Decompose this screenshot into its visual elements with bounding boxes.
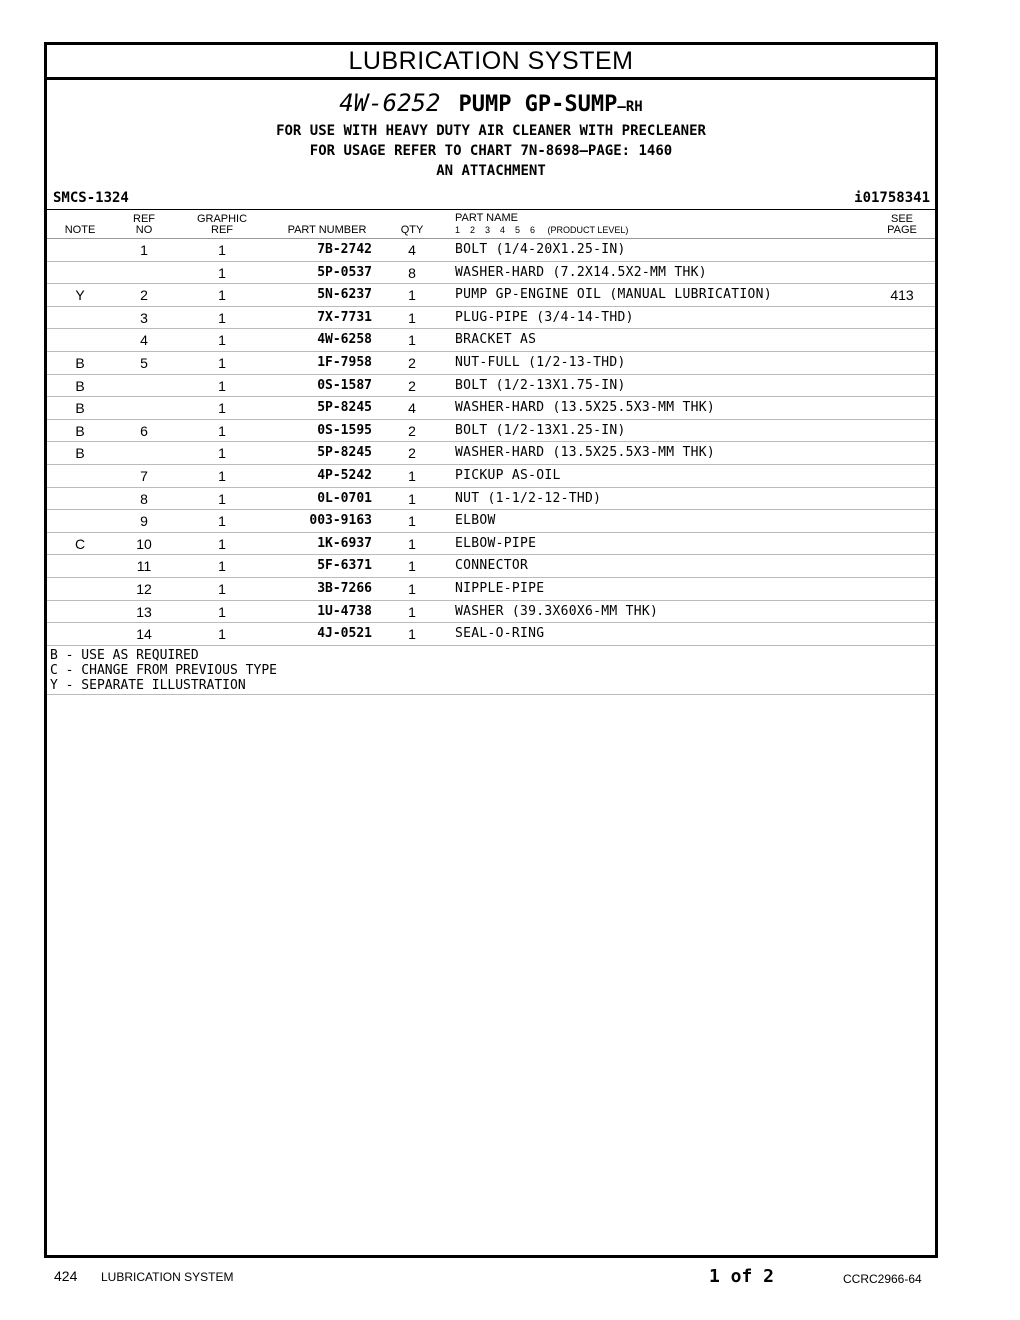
cell-ref-no: 11 [136,558,152,575]
cell-ref-no: 12 [136,580,152,597]
table-row [47,442,935,465]
cell-part-name: SEAL-O-RING [455,626,545,642]
heading-line-3: AN ATTACHMENT [436,163,546,179]
cell-part-name: BRACKET AS [455,332,537,348]
cell-part-name: NIPPLE-PIPE [455,580,545,596]
footer-code: CCRC2966-64 [843,1272,922,1286]
group-part-number: 4W-6252 [339,89,441,117]
parts-table [47,239,935,646]
table-row [47,465,935,488]
cell-graphic-ref: 1 [218,535,226,552]
footer-section: LUBRICATION SYSTEM [101,1270,234,1284]
table-row [47,284,935,307]
table-row [47,578,935,601]
cell-part-name: WASHER-HARD (7.2X14.5X2-MM THK) [455,264,707,280]
cell-ref-no: 2 [140,287,148,304]
col-note: NOTE [64,224,96,236]
cell-note: B [75,377,85,394]
cell-graphic-ref: 1 [218,580,226,597]
meta-row [47,187,935,209]
cell-ref-no: 7 [140,467,148,484]
cell-graphic-ref: 1 [218,467,226,484]
group-heading [47,80,935,181]
cell-part-name: ELBOW-PIPE [455,535,537,551]
col-part-number: PART NUMBER [287,224,367,236]
cell-part-name: PICKUP AS-OIL [455,467,561,483]
col-graphic-bottom: REF [211,224,233,236]
col-see-top: SEE [890,213,913,225]
cell-part-number: 1F-7958 [317,354,372,370]
table-row [47,352,935,375]
notes-legend [47,646,935,695]
note-c: C - CHANGE FROM PREVIOUS TYPE [50,662,277,678]
cell-part-number: 4P-5242 [317,467,372,483]
cell-note: C [74,535,86,552]
table-row [47,397,935,420]
table-row [47,307,935,330]
cell-note: B [75,445,85,462]
cell-part-number: 0S-1595 [317,422,372,438]
cell-part-name: NUT-FULL (1/2-13-THD) [455,354,626,370]
document-id: i01758341 [854,190,930,206]
cell-ref-no: 1 [140,242,148,258]
cell-qty: 4 [408,242,416,258]
note-y: Y - SEPARATE ILLUSTRATION [50,677,246,693]
cell-part-name: WASHER (39.3X60X6-MM THK) [455,603,659,619]
col-product-levels: 1 2 3 4 5 6 (PRODUCT LEVEL) [455,225,629,235]
table-row [47,262,935,285]
cell-part-name: BOLT (1/4-20X1.25-IN) [455,242,626,257]
cell-graphic-ref: 1 [218,603,226,620]
cell-part-number: 1U-4738 [317,603,372,619]
cell-graphic-ref: 1 [218,513,226,530]
cell-graphic-ref: 1 [218,354,226,371]
table-row [47,375,935,398]
cell-qty: 1 [408,626,416,643]
cell-graphic-ref: 1 [218,242,226,258]
cell-part-number: 5P-8245 [317,445,372,461]
column-header [47,209,935,239]
cell-ref-no: 4 [140,332,148,349]
smcs-code: SMCS-1324 [53,190,129,206]
cell-ref-no: 10 [136,535,152,552]
table-row [47,488,935,511]
table-row [47,510,935,533]
group-name: PUMP GP-SUMP [458,92,618,117]
cell-qty: 1 [408,535,416,552]
col-ref-bottom: NO [135,224,153,236]
cell-qty: 1 [408,580,416,597]
table-row [47,329,935,352]
cell-ref-no: 5 [140,354,148,371]
cell-qty: 8 [408,264,416,281]
cell-part-name: ELBOW [455,513,496,529]
section-title: LUBRICATION SYSTEM [47,45,935,80]
cell-graphic-ref: 1 [218,332,226,349]
cell-part-number: 0S-1587 [317,377,372,393]
cell-part-name: BOLT (1/2-13X1.75-IN) [455,377,626,393]
cell-qty: 1 [408,490,416,507]
col-graphic-top: GRAPHIC [196,213,248,225]
cell-part-name: WASHER-HARD (13.5X25.5X3-MM THK) [455,400,716,416]
cell-ref-no: 8 [140,490,148,507]
cell-graphic-ref: 1 [218,558,226,575]
cell-note: Y [75,287,85,304]
table-row [47,601,935,624]
cell-part-name: PLUG-PIPE (3/4-14-THD) [455,309,634,325]
cell-part-number: 5P-0537 [317,264,372,280]
cell-part-name: BOLT (1/2-13X1.25-IN) [455,422,626,438]
cell-ref-no: 9 [140,513,148,530]
cell-graphic-ref: 1 [218,422,226,439]
col-ref-top: REF [133,213,155,225]
footer-page-of: 1 of 2 [709,1266,775,1287]
cell-part-number: 3B-7266 [317,580,372,596]
cell-ref-no: 14 [136,626,152,643]
cell-part-number: 5F-6371 [317,558,372,574]
cell-graphic-ref: 1 [218,377,226,394]
cell-part-number: 4W-6258 [317,332,372,348]
col-qty: QTY [400,224,424,236]
table-row [47,555,935,578]
cell-part-number: 7X-7731 [317,309,372,325]
cell-qty: 1 [408,287,416,304]
cell-qty: 1 [408,309,416,326]
cell-part-name: NUT (1-1/2-12-THD) [455,490,602,506]
heading-line-2: FOR USAGE REFER TO CHART 7N-8698—PAGE: 1460 [309,143,673,159]
cell-ref-no: 13 [136,603,152,620]
cell-graphic-ref: 1 [218,626,226,643]
page-footer [54,1266,934,1290]
cell-part-number: 4J-0521 [317,626,372,642]
parts-page-frame [44,42,938,1258]
cell-graphic-ref: 1 [218,287,226,304]
cell-qty: 1 [408,558,416,575]
footer-page-number: 424 [54,1268,78,1284]
cell-part-name: CONNECTOR [455,558,529,574]
cell-qty: 4 [408,400,416,417]
cell-qty: 1 [408,513,416,530]
cell-part-name: PUMP GP-ENGINE OIL (MANUAL LUBRICATION) [455,287,772,303]
col-part-name: PART NAME [455,212,518,224]
cell-graphic-ref: 1 [218,490,226,507]
cell-qty: 2 [408,377,416,394]
table-row [47,239,935,262]
cell-graphic-ref: 1 [218,264,226,281]
table-row [47,623,935,646]
cell-note: B [75,422,85,439]
note-b: B - USE AS REQUIRED [50,647,199,663]
group-suffix: —RH [617,99,643,115]
cell-qty: 2 [408,445,416,462]
cell-ref-no: 6 [140,422,148,439]
cell-qty: 2 [408,354,416,371]
cell-note: B [75,354,85,371]
heading-line-1: FOR USE WITH HEAVY DUTY AIR CLEANER WITH PRECLEANER [276,123,706,139]
cell-graphic-ref: 1 [218,400,226,417]
cell-ref-no: 3 [140,309,148,326]
cell-graphic-ref: 1 [218,309,226,326]
cell-part-number: 1K-6937 [317,535,372,551]
table-row [47,533,935,556]
cell-part-number: 5N-6237 [317,287,372,303]
col-see-bottom: PAGE [887,224,917,236]
cell-see-page: 413 [890,287,914,304]
cell-part-number: 5P-8245 [317,400,372,416]
cell-qty: 1 [408,467,416,484]
cell-note: B [75,400,85,417]
table-row [47,420,935,443]
cell-graphic-ref: 1 [218,445,226,462]
cell-qty: 1 [408,332,416,349]
cell-part-number: 0L-0701 [317,490,372,506]
cell-part-name: WASHER-HARD (13.5X25.5X3-MM THK) [455,445,716,461]
cell-part-number: 003-9163 [309,513,372,529]
cell-part-number: 7B-2742 [317,242,372,257]
cell-qty: 2 [408,422,416,439]
group-title [47,89,935,121]
cell-qty: 1 [408,603,416,620]
